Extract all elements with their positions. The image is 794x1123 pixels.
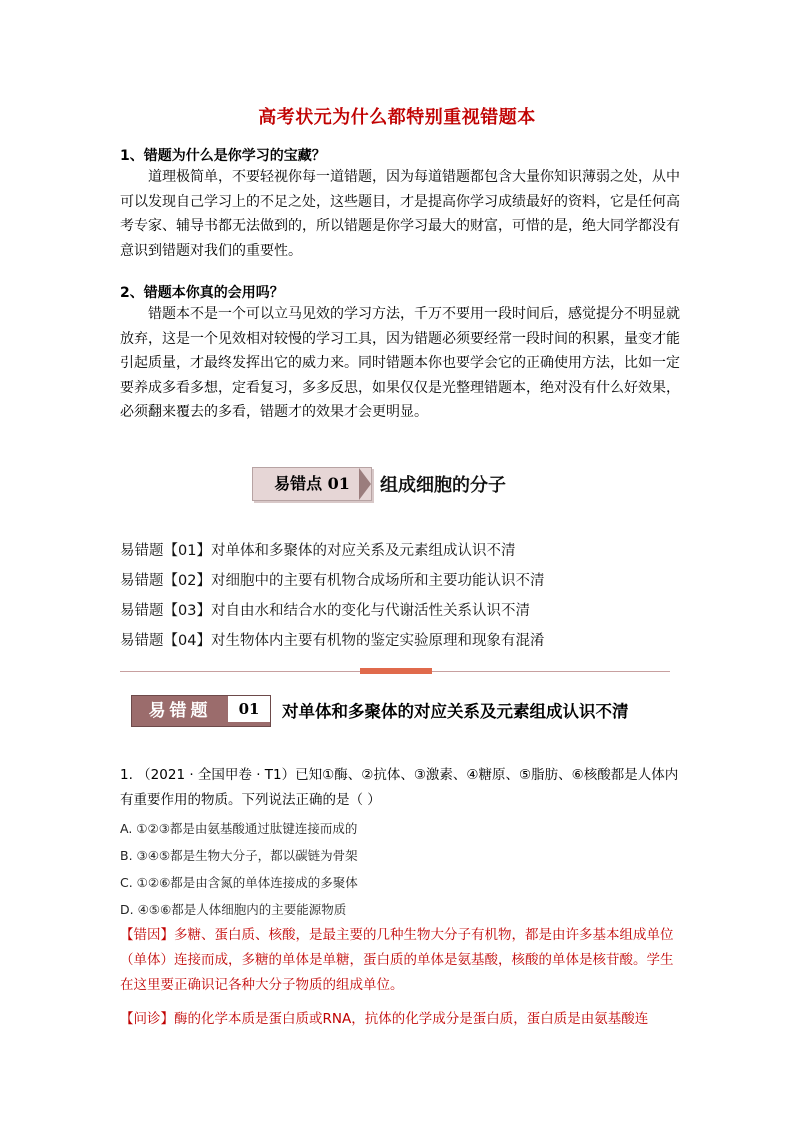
error-item-badge-label: 易错题: [148, 701, 212, 721]
error-cause-tag: 【错因】: [120, 927, 174, 943]
diagnosis-tag: 【问诊】: [120, 1011, 174, 1027]
option-c: C. ①②⑥都是由含氮的单体连接成的多聚体: [120, 875, 358, 890]
error-item-title: 对单体和多聚体的对应关系及元素组成认识不清: [282, 702, 629, 721]
point-name: 组成细胞的分子: [380, 475, 506, 496]
section-body-2: 错题本不是一个可以立马见效的学习方法，千万不要用一段时间后，感觉提分不明显就放弃，这是一个见效相对较慢的学习工具，因为错题必须要经常一段时间的积累，量变才能引起质量，才最终发挥出它的威力来。同时错题本你也要学会它的正确使用方法，比如一定要养成多看多想，定看复习，多多反思，如果仅仅是光整理错题本，绝对没有什么好效果，必须翻来覆去的多看，错题才的效果才会更明显。: [120, 306, 680, 420]
error-list-item-4: 易错题【04】对生物体内主要有机物的鉴定实验原理和现象有混淆: [120, 633, 545, 649]
point-badge-arrow-icon: [359, 468, 371, 500]
document-title: 高考状元为什么都特别重视错题本: [258, 107, 536, 128]
point-badge: [252, 467, 372, 501]
error-list-item-3: 易错题【03】对自由水和结合水的变化与代谢活性关系认识不清: [120, 603, 530, 619]
error-cause: [120, 923, 680, 998]
section-body-1: 道理极简单，不要轻视你每一道错题，因为每道错题都包含大量你知识薄弱之处，从中可以发现自己学习上的不足之处，这些题目，才是提高你学习成绩最好的资料，它是任何高考专家、辅导书都无法做到的，所以错题是你学习最大的财富，可惜的是，绝大同学都没有意识到错题对我们的重要性。: [120, 169, 680, 259]
error-list-item-1: 易错题【01】对单体和多聚体的对应关系及元素组成认识不清: [120, 543, 516, 559]
point-badge-label: 易错点 01: [274, 474, 350, 493]
error-cause-text: 多糖、蛋白质、核酸，是最主要的几种生物大分子有机物，都是由许多基本组成单位（单体）连接而成，多糖的单体是单糖，蛋白质的单体是氨基酸，核酸的单体是核苷酸。学生在这里要正确识记各种大分子物质的组成单位。: [120, 927, 674, 993]
error-list-item-2: 易错题【02】对细胞中的主要有机物合成场所和主要功能认识不清: [120, 573, 545, 589]
diagnosis: [120, 1007, 680, 1032]
diagnosis-text: 酶的化学本质是蛋白质或RNA，抗体的化学成分是蛋白质，蛋白质是由氨基酸连: [174, 1011, 649, 1027]
question-stem: 1. （2021 · 全国甲卷 · T1）已知①酶、②抗体、③激素、④糖原、⑤脂肪、⑥核酸都是人体内有重要作用的物质。下列说法正确的是（ ）: [120, 767, 679, 808]
divider-accent: [360, 668, 432, 674]
option-a: A. ①②③都是由氨基酸通过肽键连接而成的: [120, 821, 358, 836]
option-b: B. ③④⑤都是生物大分子，都以碳链为骨架: [120, 848, 358, 863]
error-item-badge: [131, 695, 271, 727]
section-heading-2: 2、错题本你真的会用吗？: [120, 285, 284, 301]
option-d: D. ④⑤⑥都是人体细胞内的主要能源物质: [120, 902, 347, 917]
error-item-badge-number: 01: [228, 696, 270, 722]
section-heading-1: 1、错题为什么是你学习的宝藏？: [120, 148, 326, 164]
